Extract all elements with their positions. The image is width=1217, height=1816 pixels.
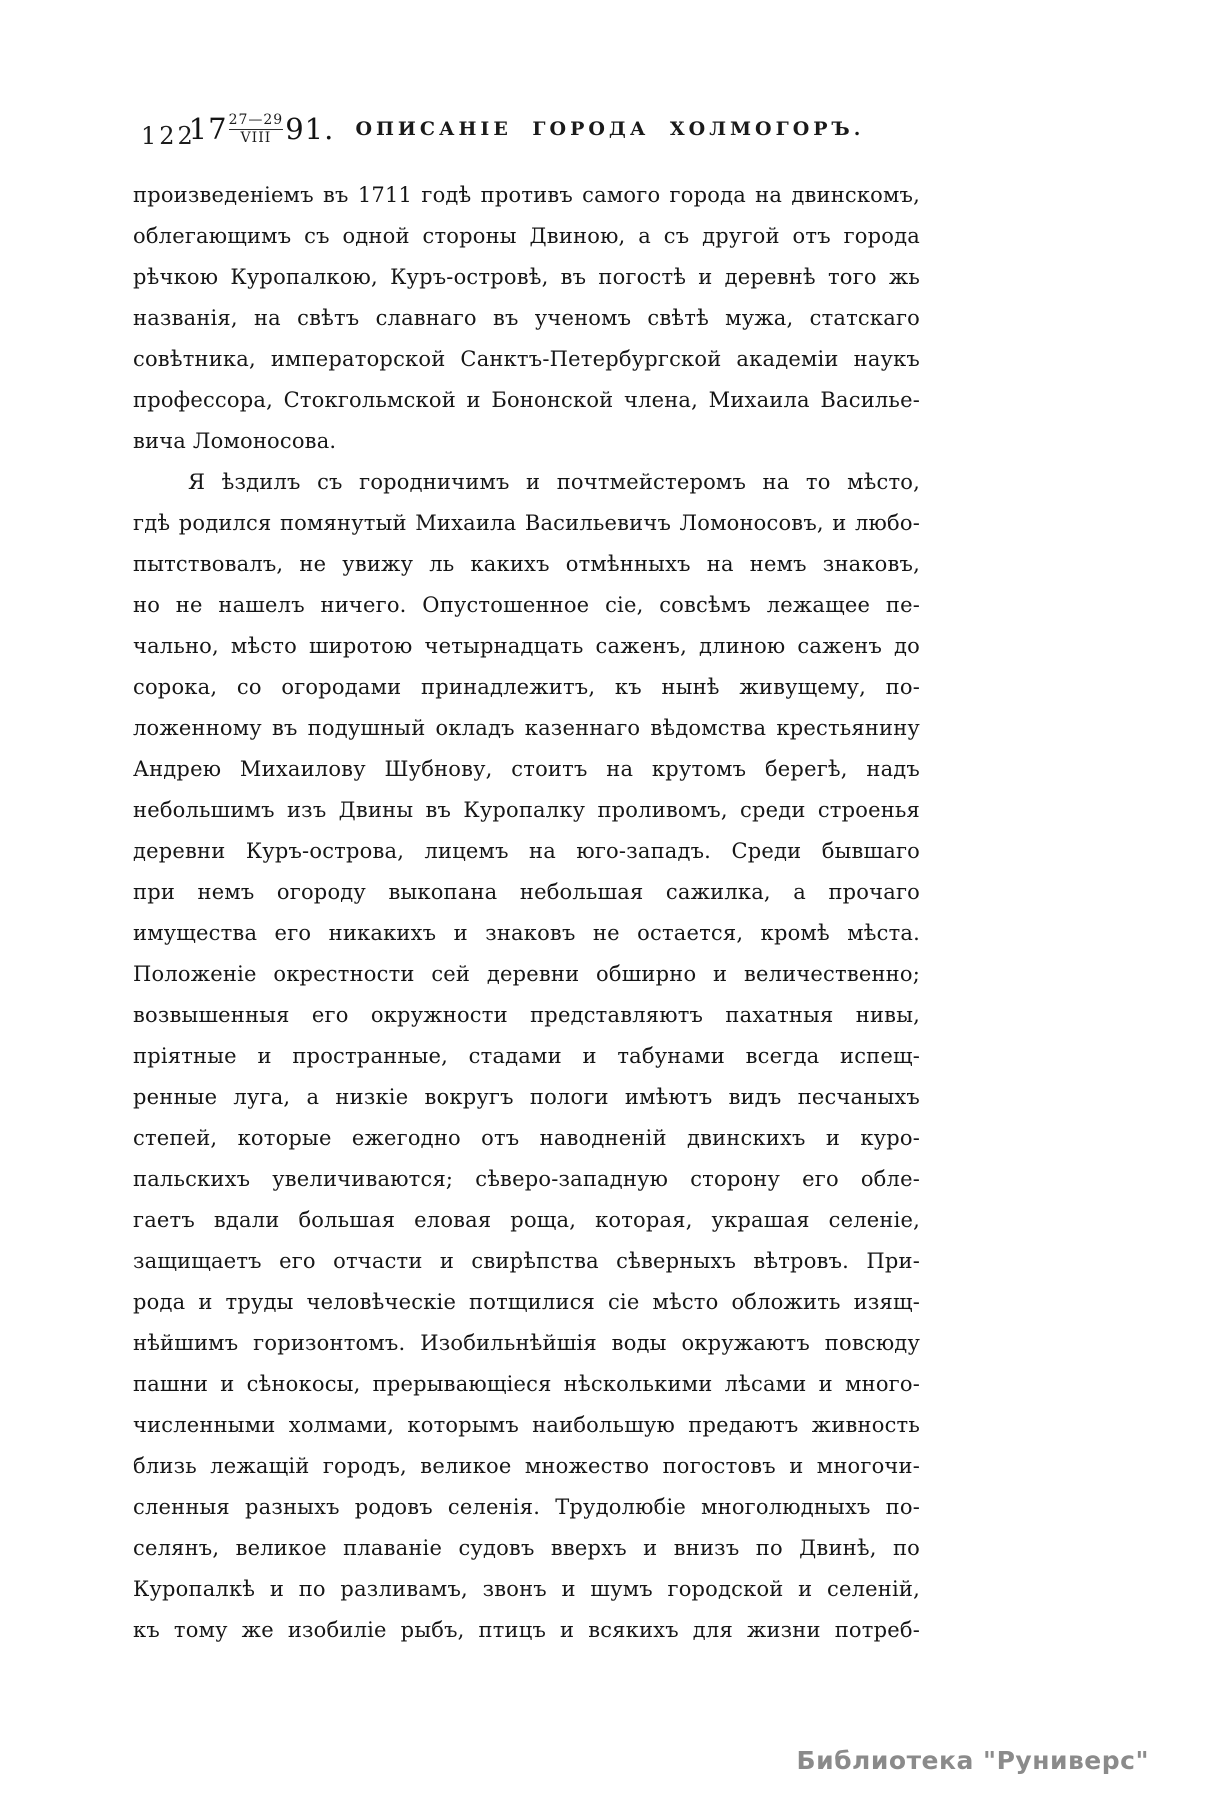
text-line: численными холмами, которымъ наибольшую предаютъ живность	[133, 1413, 920, 1437]
chapter-title: ОПИСАНІЕ ГОРОДА ХОЛМОГОРЪ.	[355, 118, 865, 140]
text-line: гдѣ родился помянутый Михаила Васильевичъ Ломоносовъ, и любо-	[133, 511, 920, 535]
page-header	[133, 112, 920, 158]
paragraph	[133, 462, 920, 1651]
page-number: 122	[141, 122, 196, 150]
text-line: Положеніе окрестности сей деревни обширно и величественно;	[133, 962, 920, 986]
text-line: къ тому же изобиліе рыбъ, птицъ и всякихъ для жизни потреб-	[133, 1618, 920, 1642]
text-line: Куропалкѣ и по разливамъ, звонъ и шумъ городской и селеній,	[133, 1577, 920, 1601]
text-line: небольшимъ изъ Двины въ Куропалку проливомъ, среди строенья	[133, 798, 920, 822]
running-title	[133, 112, 920, 146]
text-line: сленныя разныхъ родовъ селенія. Трудолюбіе многолюдныхъ по-	[133, 1495, 920, 1519]
text-line: возвышенныя его окружности представляютъ пахатныя нивы,	[133, 1003, 920, 1027]
text-line: селянъ, великое плаваніе судовъ вверхъ и внизъ по Двинѣ, по	[133, 1536, 920, 1560]
text-line: облегающимъ съ одной стороны Двиною, а съ другой отъ города	[133, 224, 920, 248]
header-date-range: 27—29	[228, 112, 284, 129]
text-body	[133, 175, 920, 1651]
text-line: имущества его никакихъ и знаковъ не остается, кромѣ мѣста.	[133, 921, 920, 945]
text-line: близь лежащій городъ, великое множество погостовъ и многочи-	[133, 1454, 920, 1478]
text-line: названія, на свѣтъ славнаго въ ученомъ свѣтѣ мужа, статскаго	[133, 306, 920, 330]
text-line: пріятные и пространные, стадами и табунами всегда испещ-	[133, 1044, 920, 1068]
header-date-year: 91.	[285, 112, 335, 146]
text-line: сорока, со огородами принадлежитъ, къ нынѣ живущему, по-	[133, 675, 920, 699]
text-line: гаетъ вдали большая еловая роща, которая, украшая селеніе,	[133, 1208, 920, 1232]
header-date-fraction	[229, 112, 284, 145]
header-date-day: 17	[188, 112, 228, 146]
text-line: пытствовалъ, не увижу ль какихъ отмѣнныхъ на немъ знаковъ,	[133, 552, 920, 576]
header-date-month: VIII	[229, 129, 284, 146]
paragraph	[133, 175, 920, 462]
text-line: ренные луга, а низкіе вокругъ пологи имѣютъ видъ песчаныхъ	[133, 1085, 920, 1109]
text-line: совѣтника, императорской Санктъ-Петербургской академіи наукъ	[133, 347, 920, 371]
text-line: чально, мѣсто широтою четырнадцать саженъ, длиною саженъ до	[133, 634, 920, 658]
text-line: Я ѣздилъ съ городничимъ и почтмейстеромъ на то мѣсто,	[188, 470, 920, 494]
text-line: деревни Куръ-острова, лицемъ на юго-западъ. Среди бывшаго	[133, 839, 920, 863]
text-line: пальскихъ увеличиваются; сѣверо-западную сторону его обле-	[133, 1167, 920, 1191]
text-line: нѣйшимъ горизонтомъ. Изобильнѣйшія воды окружаютъ повсюду	[133, 1331, 920, 1355]
text-line: рода и труды человѣческіе потщилися сіе мѣсто обложить изящ-	[133, 1290, 920, 1314]
text-line: ложенному въ подушный окладъ казеннаго вѣдомства крестьянину	[133, 716, 920, 740]
library-watermark: Библиотека "Руниверс"	[796, 1746, 1149, 1775]
text-line: но не нашелъ ничего. Опустошенное сіе, совсѣмъ лежащее пе-	[133, 593, 920, 617]
text-line: произведеніемъ въ 1711 годѣ противъ самого города на двинскомъ,	[133, 183, 920, 207]
text-line: пашни и сѣнокосы, прерывающіеся нѣсколькими лѣсами и много-	[133, 1372, 920, 1396]
text-line: степей, которые ежегодно отъ наводненій двинскихъ и куро-	[133, 1126, 920, 1150]
text-line: вича Ломоносова.	[133, 429, 337, 453]
text-line: рѣчкою Куропалкою, Куръ-островѣ, въ погостѣ и деревнѣ того жь	[133, 265, 920, 289]
text-line: защищаетъ его отчасти и свирѣпства сѣверныхъ вѣтровъ. При-	[133, 1249, 920, 1273]
text-line: Андрею Михаилову Шубнову, стоитъ на крутомъ берегѣ, надъ	[133, 757, 920, 781]
text-line: профессора, Стокгольмской и Бононской члена, Михаила Василье-	[133, 388, 920, 412]
text-line: при немъ огороду выкопана небольшая сажилка, а прочаго	[133, 880, 920, 904]
